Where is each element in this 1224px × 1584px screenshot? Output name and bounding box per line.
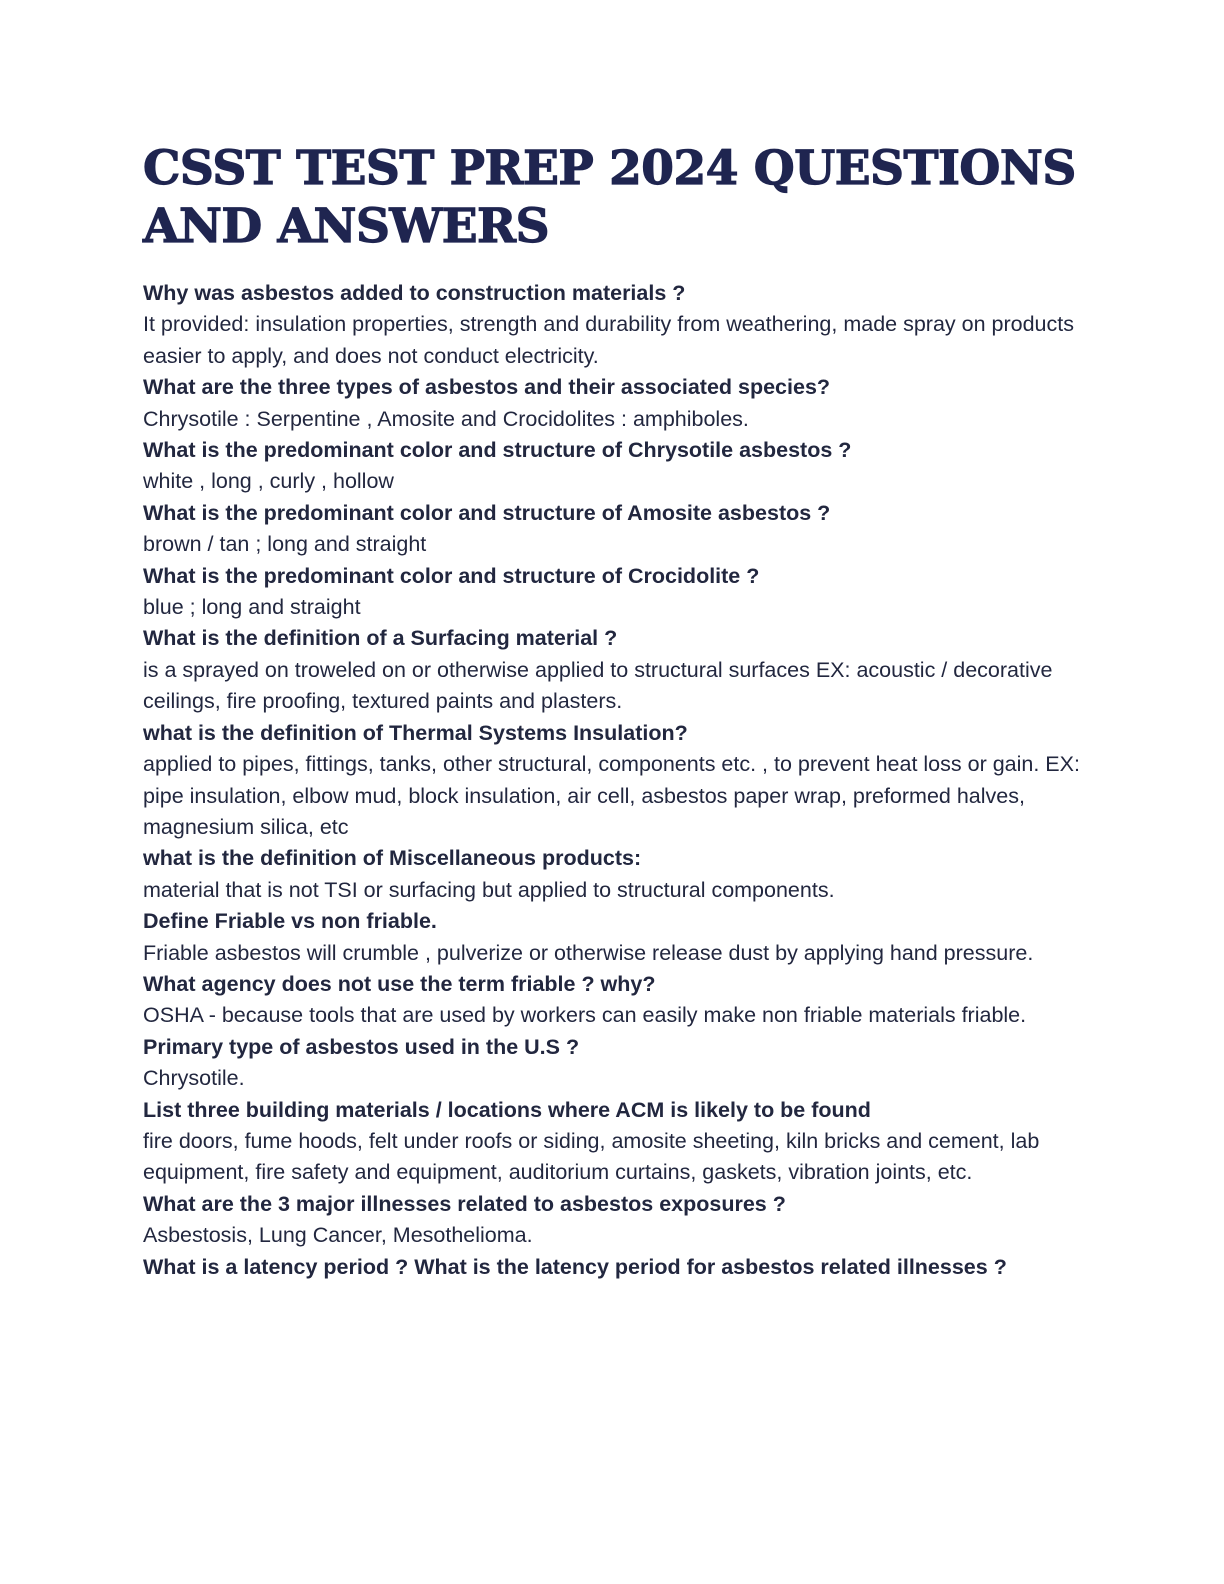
answer-text: Friable asbestos will crumble , pulverize or otherwise release dust by applying hand pressure.	[143, 940, 1034, 965]
question-text: List three building materials / locations where ACM is likely to be found	[143, 1097, 871, 1122]
answer-text: OSHA - because tools that are used by workers can easily make non friable materials friable.	[143, 1003, 1027, 1028]
answer-text: Chrysotile.	[143, 1066, 245, 1091]
qa-item-12	[143, 1095, 1083, 1189]
qa-item-14	[143, 1252, 1083, 1283]
qa-item-5	[143, 561, 1083, 624]
answer-text: It provided: insulation properties, strength and durability from weathering, made spray on products easier to apply, and does not conduct electricity.	[143, 312, 1074, 368]
document-title: CSST TEST PREP 2024 QUESTIONS AND ANSWERS	[143, 141, 1076, 254]
question-text: what is the definition of Thermal Systems Insulation?	[143, 720, 688, 745]
qa-item-4	[143, 498, 1083, 561]
qa-item-13	[143, 1189, 1083, 1252]
answer-text: applied to pipes, fittings, tanks, other structural, components etc. , to prevent heat loss or gain. EX: pipe insulation, elbow mud, block insulation, air cell, asbestos paper wrap, preformed halves, magnesium silica, etc	[143, 752, 1080, 839]
qa-item-9	[143, 906, 1083, 969]
question-text: What are the three types of asbestos and their associated species?	[143, 375, 831, 400]
document-page	[143, 140, 1083, 1283]
question-text: What is a latency period ? What is the latency period for asbestos related illnesses ?	[143, 1254, 1007, 1279]
question-text: What are the 3 major illnesses related to asbestos exposures ?	[143, 1191, 786, 1216]
answer-text: blue ; long and straight	[143, 595, 361, 620]
question-text: What is the definition of a Surfacing material ?	[143, 626, 618, 651]
answer-text: is a sprayed on troweled on or otherwise applied to structural surfaces EX: acoustic / decorative ceilings, fire proofing, textured paints and plasters.	[143, 657, 1053, 714]
qa-item-6	[143, 623, 1083, 717]
question-text: Primary type of asbestos used in the U.S ?	[143, 1034, 580, 1059]
answer-text: material that is not TSI or surfacing but applied to structural components.	[143, 877, 835, 902]
qa-item-2	[143, 372, 1083, 435]
qa-item-11	[143, 1032, 1083, 1095]
qa-item-8	[143, 843, 1083, 906]
answer-text: brown / tan ; long and straight	[143, 532, 427, 557]
qa-item-7	[143, 718, 1083, 844]
answer-text: Chrysotile : Serpentine , Amosite and Crocidolites : amphiboles.	[143, 406, 749, 431]
question-text: What is the predominant color and structure of Crocidolite ?	[143, 563, 760, 588]
qa-item-3	[143, 435, 1083, 498]
question-text: What agency does not use the term friable ? why?	[143, 971, 656, 996]
question-text: Define Friable vs non friable.	[143, 909, 437, 934]
question-text: what is the definition of Miscellaneous products:	[143, 846, 642, 871]
qa-item-1	[143, 278, 1083, 372]
question-text: What is the predominant color and structure of Amosite asbestos ?	[143, 500, 831, 525]
question-text: Why was asbestos added to construction materials ?	[143, 281, 686, 305]
qa-item-10	[143, 969, 1083, 1032]
answer-text: Asbestosis, Lung Cancer, Mesothelioma.	[143, 1223, 533, 1248]
answer-text: fire doors, fume hoods, felt under roofs or siding, amosite sheeting, kiln bricks and cement, lab equipment, fire safety and equipment, auditorium curtains, gaskets, vibration joints, etc.	[143, 1128, 1040, 1185]
question-text: What is the predominant color and structure of Chrysotile asbestos ?	[143, 438, 852, 463]
answer-text: white , long , curly , hollow	[143, 469, 394, 494]
